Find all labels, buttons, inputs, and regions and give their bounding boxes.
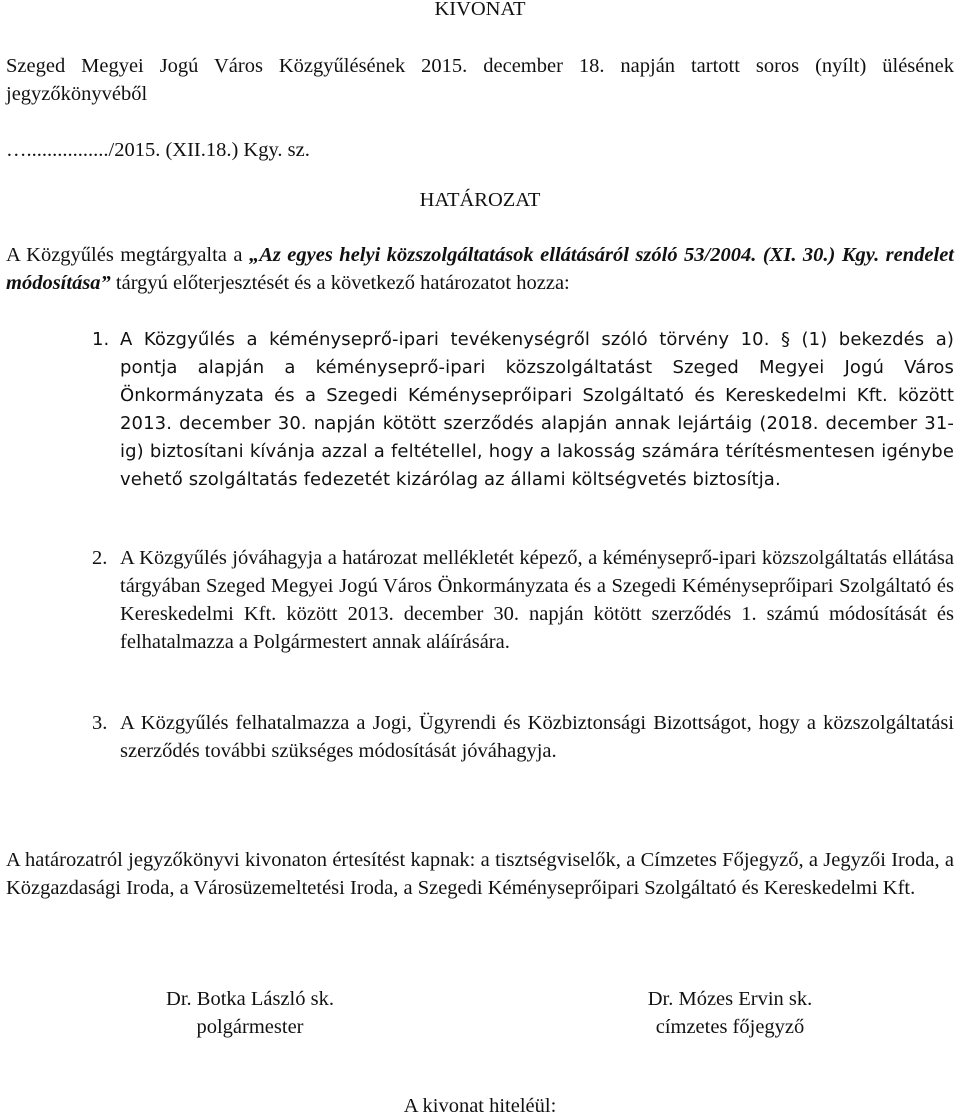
certification-line: A kivonat hiteléül:: [403, 1095, 557, 1117]
item-text: A Közgyűlés jóváhagyja a határozat mellékletét képező, a kéményseprő-ipari közszolgáltatás ellátása tárgyában Szeged Megyei Jogú Város Önkormányzata és a Szegedi Kéményseprőipari Szolgáltató és Kereskedelmi Kft. között 2013. december 30. napján kötött szerződés 1. számú módosítását és felhatalmazza a Polgármestert annak aláírására.: [120, 547, 954, 653]
resolution-preamble: [6, 241, 954, 297]
resolution-reference: …................/2015. (XII.18.) Kgy. sz.: [6, 139, 310, 161]
notification-list: A határozatról jegyzőkönyvi kivonaton értesítést kapnak: a tisztségviselők, a Címzetes Főjegyző, a Jegyzői Iroda, a Közgazdasági Iroda, a Városüzemeltetési Iroda, a Szegedi Kéményseprőipari Szolgáltató és Kereskedelmi Kft.: [6, 849, 954, 899]
signatory-role: címzetes főjegyző: [655, 1016, 805, 1038]
resolution-heading: HATÁROZAT: [419, 189, 541, 211]
item-number: 1.: [92, 329, 110, 350]
item-number: 3.: [92, 712, 108, 734]
signature-block-notary: [620, 985, 840, 1041]
resolution-item-2: [92, 544, 954, 656]
document-intro: Szeged Megyei Jogú Város Közgyűlésének 2015. december 18. napján tartott soros (nyílt) ülésének jegyzőkönyvéből: [6, 55, 954, 105]
item-text: A Közgyűlés felhatalmazza a Jogi, Ügyrendi és Közbiztonsági Bizottságot, hogy a közszolgáltatási szerződés további szükséges módosítását jóváhagyja.: [120, 712, 954, 762]
item-text: A Közgyűlés a kéményseprő-ipari tevékenységről szóló törvény 10. § (1) bekezdés a) pontja alapján a kéményseprő-ipari közszolgáltatást Szeged Megyei Jogú Város Önkormányzata és a Szegedi Kéményseprőipari Szolgáltató és Kereskedelmi Kft. között 2013. december 30. napján kötött szerződés alapján annak lejártáig (2018. december 31-ig) biztosítani kívánja azzal a feltétellel, hogy a lakosság számára térítésmentesen igénybe vehető szolgáltatás fedezetét kizárólag az állami költségvetés biztosítja.: [120, 329, 954, 490]
signature-block-mayor: [140, 985, 360, 1041]
preamble-tail: tárgyú előterjesztését és a következő határozatot hozza:: [110, 272, 570, 294]
signatory-name: Dr. Botka László sk.: [166, 988, 334, 1010]
preamble-subject: „Az egyes helyi közszolgáltatások ellátásáról szóló 53/2004. (XI. 30.) Kgy. rendelet módosítása”: [6, 244, 954, 294]
document-title: KIVONAT: [434, 0, 526, 20]
preamble-lead: A Közgyűlés megtárgyalta a: [6, 244, 249, 266]
resolution-item-3: [92, 709, 954, 765]
signatory-role: polgármester: [196, 1016, 304, 1038]
resolution-item-1: [92, 326, 954, 494]
signatory-name: Dr. Mózes Ervin sk.: [647, 988, 813, 1010]
item-number: 2.: [92, 547, 108, 569]
